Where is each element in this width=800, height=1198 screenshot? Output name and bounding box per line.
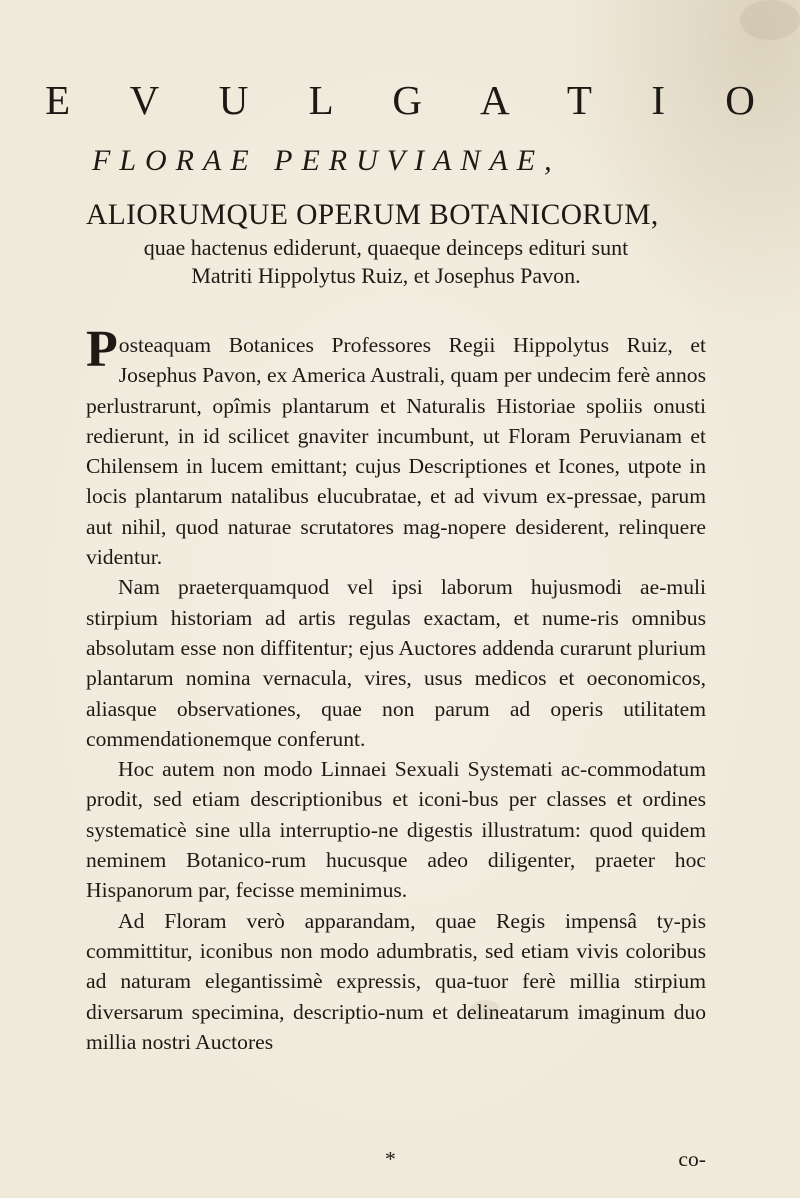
paper-stain (740, 0, 800, 40)
paragraph-text: Nam praeterquamquod vel ipsi laborum hujusmodi ae-muli stirpium historiam ad artis regulas exactam, et nume-ris omnibus absolutam esse non diffitentur; ejus Auctores addenda curarunt plurium plantarum nomina vernacula, vires, usus medicos et oeconomicos, aliasque observationes, quae non parum ad operis utilitatem commendationemque conferunt. (86, 575, 706, 751)
subtitle: FLORAE PERUVIANAE, (92, 144, 561, 177)
paragraph-1 (86, 321, 706, 572)
page-footer (86, 1147, 706, 1177)
subtitle-line-2: Matriti Hippolytus Ruiz, et Josephus Pavon. (191, 263, 581, 288)
paragraph-4 (86, 906, 706, 1057)
catchword: co- (678, 1147, 706, 1171)
paragraph-2 (86, 572, 706, 754)
paragraph-text: osteaquam Botanices Professores Regii Hippolytus Ruiz, et Josephus Pavon, ex America Australi, quam per undecim ferè annos perlustrarunt, opîmis plantarum et Naturalis Historiae spoliis onusti redierunt, in id scilicet gnaviter incumbunt, ut Floram Peruvianam et Chilensem in lucem emittant; cujus Descriptiones et Icones, utpote in locis plantarum natalibus elucubratae, et ad vivum ex-pressae, parum aut nihil, quod naturae scrutatores mag-nopere desiderent, relinquere videntur. (86, 333, 706, 570)
subtitle-line-1: quae hactenus ediderunt, quaeque deinceps edituri sunt (143, 235, 629, 260)
paragraph-text: Hoc autem non modo Linnaei Sexuali Systemati ac-commodatum prodit, sed etiam descriptionibus et iconi-bus per classes et ordines systematicè sine ulla interruptio-ne digestis illustratum: quod quidem neminem Botanico-rum hucusque adeo diligenter, praeter hoc Hispanorum par, fecisse meminimus. (86, 757, 706, 903)
body-text (86, 321, 706, 1057)
page-title: E V U L G A T I O (45, 77, 780, 123)
signature-mark: * (385, 1147, 396, 1171)
subtitle-caps: ALIORUMQUE OPERUM BOTANICORUM, (86, 199, 659, 231)
paragraph-3 (86, 754, 706, 905)
drop-cap: P (86, 321, 118, 378)
paragraph-text: Ad Floram verò apparandam, quae Regis impensâ ty-pis committitur, iconibus non modo adumbratis, sed etiam vivis coloribus ad naturam elegantissimè expressis, qua-tuor ferè millia stirpium diversarum specimina, descriptio-num et delineatarum imaginum duo millia nostri Auctores (86, 908, 706, 1054)
